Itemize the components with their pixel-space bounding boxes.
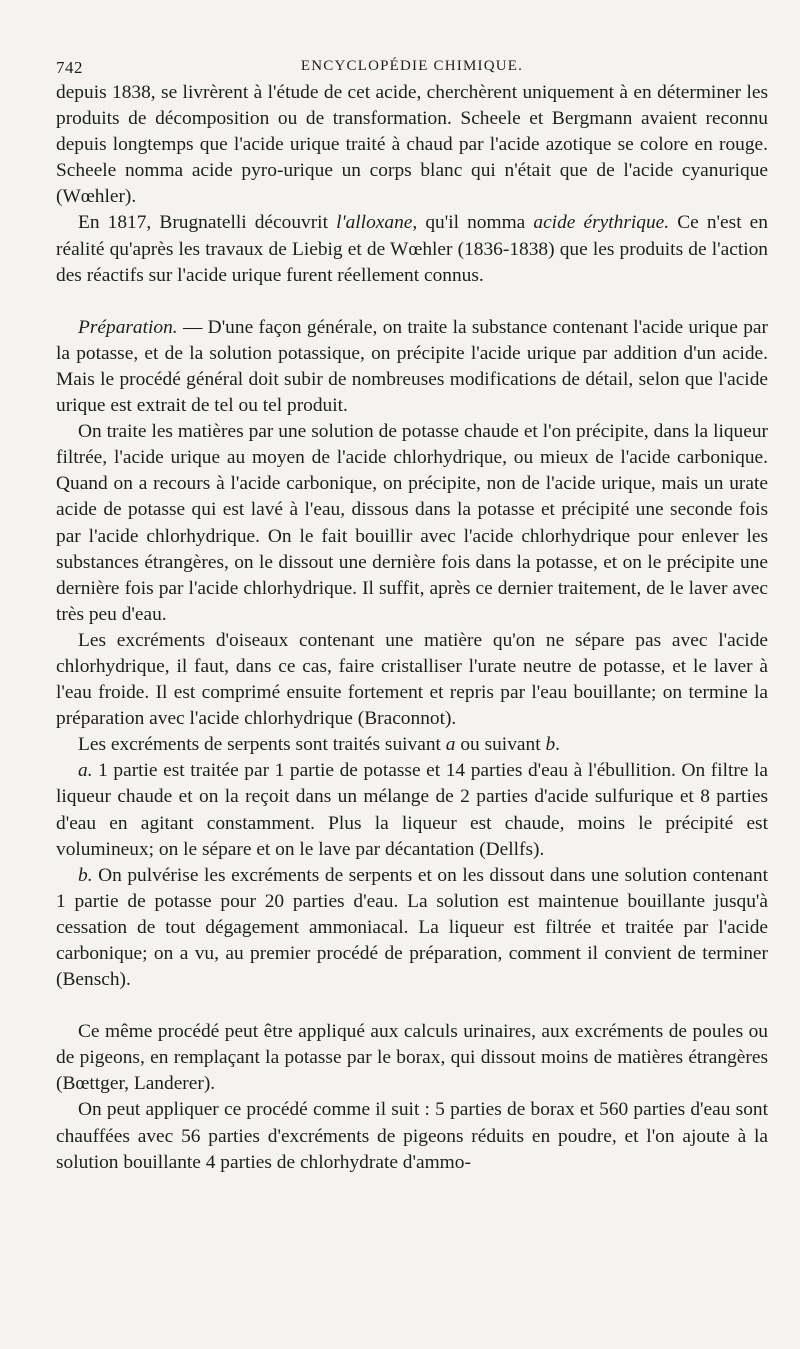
- italic-label-a: a.: [78, 760, 93, 782]
- text-segment: Les excréments d'oiseaux contenant une matière qu'on ne sépare pas avec l'acide chlorhydrique, il faut, dans ce cas, faire cristalliser l'urate neutre de potasse, et le laver à l'eau froide. Il est comprimé ensuite fortement et repris par l'eau bouillante; on termine la préparation avec l'acide chlorhydrique (Braconnot).: [56, 629, 768, 730]
- text-segment: En 1817, Brugnatelli découvrit: [78, 212, 337, 234]
- body-text: [56, 80, 768, 1176]
- running-title: ENCYCLOPÉDIE CHIMIQUE.: [300, 58, 524, 74]
- text-segment: 1 partie est traitée par 1 partie de potasse et 14 parties d'eau à l'ébullition. On filtre la liqueur chaude et on la reçoit dans un mélange de 2 parties d'acide sulfurique et 8 parties d'eau en agitant constamment. Plus la liqueur est chaude, moins le précipité est volumineux; on le sépare et on le lave par décantation (Dellfs).: [56, 760, 768, 860]
- book-page: [56, 52, 768, 1176]
- text-segment: Ce n'est en réalité qu'après les travaux de Liebig et de Wœhler (1836-1838) que les produits de l'action des réactifs sur l'acide urique furent réellement connus.: [56, 212, 768, 286]
- text-segment: On pulvérise les excréments de serpents et on les dissout dans une solution contenant 1 partie de potasse pour 20 parties d'eau. La solution est maintenue bouillante jusqu'à cessation de tout dégagement ammoniacal. La liqueur est filtrée et traitée par l'acide carbonique; on a vu, au premier procédé de préparation, comment il convient de terminer (Bensch).: [56, 864, 768, 991]
- paragraph-method-a: [56, 758, 768, 862]
- text-segment: Ce même procédé peut être appliqué aux calculs urinaires, aux excréments de poules ou de pigeons, en remplaçant la potasse par le borax, qui dissout moins de matières étrangères (Bœttger, Landerer).: [56, 1021, 768, 1095]
- paragraph-preparation: [56, 315, 768, 419]
- paragraph-bird-excrement: [56, 628, 768, 732]
- paragraph-borax: [56, 1019, 768, 1097]
- page-number: 742: [56, 58, 83, 77]
- paragraph-method-b: [56, 863, 768, 993]
- paragraph-snake-excrement: [56, 732, 768, 758]
- italic-term-alloxane: l'alloxane: [336, 212, 413, 234]
- paragraph-continuation: [56, 80, 768, 210]
- text-segment: Les excréments de serpents sont traités suivant: [78, 734, 446, 756]
- italic-label-b: b.: [78, 864, 93, 886]
- italic-term-erythric-acid: acide érythrique.: [533, 212, 670, 234]
- italic-label-a: a: [445, 734, 456, 756]
- text-segment: On traite les matières par une solution de potasse chaude et l'on précipite, dans la liqueur filtrée, l'acide urique au moyen de l'acide chlorhydrique, ou mieux de l'acide carbonique. Quand on a recours à l'acide carbonique, on précipite, non de l'acide urique, mais un urate acide de potasse qui est lavé à l'eau, dissous dans la potasse et précipité une seconde fois par l'acide chlorhydrique. On le fait bouillir avec l'acide chlorhydrique pour enlever les substances étrangères, on le dissout une dernière fois dans la potasse, et on le précipite une dernière fois par l'acide chlorhydrique. Il suffit, après ce dernier traitement, de le laver avec très peu d'eau.: [56, 421, 768, 625]
- text-segment: — D'une façon générale, on traite la substance contenant l'acide urique par la potasse, et de la solution potassique, on précipite l'acide urique par addition d'un acide. Mais le procédé général doit subir de nombreuses modifications de détail, selon que l'acide urique est extrait de tel ou tel produit.: [56, 316, 768, 417]
- text-segment: On peut appliquer ce procédé comme il suit : 5 parties de borax et 560 parties d'eau sont chauffées avec 56 parties d'excréments de pigeons réduits en poudre, et l'on ajoute à la solution bouillante 4 parties de chlorhydrate d'ammo-: [56, 1099, 768, 1173]
- text-segment: , qu'il nomma: [412, 212, 534, 234]
- paragraph-potash-method: [56, 419, 768, 628]
- paragraph-borax-procedure: [56, 1097, 768, 1175]
- italic-label-b: b: [545, 734, 556, 756]
- paragraph-history: [56, 210, 768, 288]
- text-segment: ou suivant: [455, 734, 546, 756]
- section-heading-preparation: Préparation.: [78, 316, 178, 338]
- page-header: [56, 52, 768, 80]
- text-segment: depuis 1838, se livrèrent à l'étude de cet acide, cherchèrent uniquement à en déterminer les produits de décomposition ou de transformation. Scheele et Bergmann avaient reconnu depuis longtemps que l'acide urique traité à chaud par l'acide azotique se colore en rouge. Scheele nomma acide pyro-urique un corps blanc qui n'était que de l'acide cyanurique (Wœhler).: [56, 82, 768, 208]
- text-segment: .: [555, 734, 560, 756]
